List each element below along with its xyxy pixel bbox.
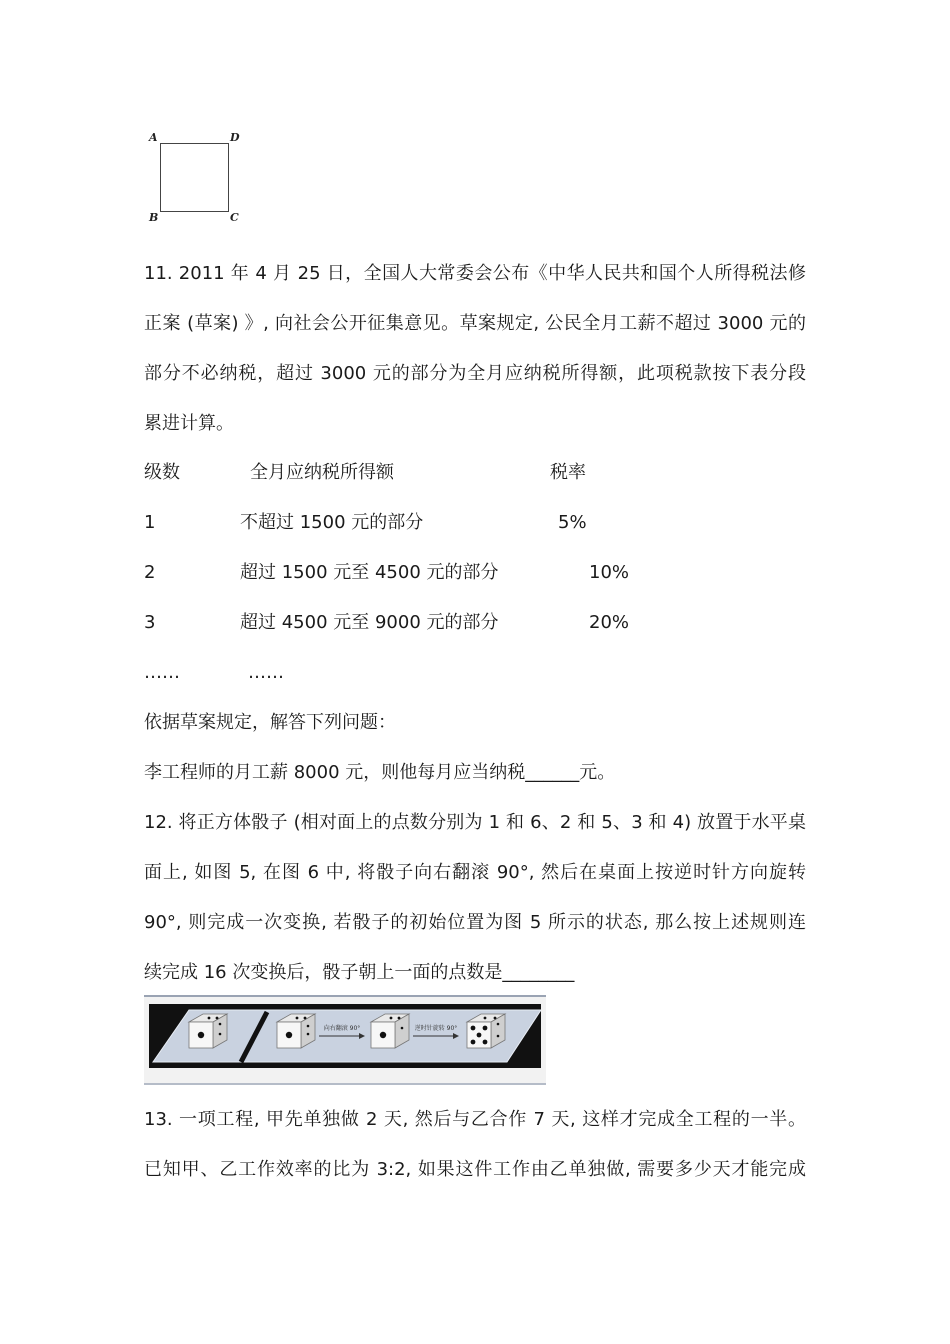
table-header-level: 级数 <box>144 462 180 483</box>
table-row-1-rate: 5% <box>558 512 587 533</box>
q12-line-4: 续完成 16 次变换后，骰子朝上一面的点数是________ <box>144 962 575 983</box>
table-header-income: 全月应纳税所得额 <box>250 462 394 483</box>
vertex-label-a: A <box>149 131 158 144</box>
table-row-3-rate: 20% <box>589 612 630 633</box>
q11-line-2: 正案 (草案) 》, 向社会公开征集意见。草案规定, 公民全月工薪不超过 3000 元的 <box>144 313 806 334</box>
table-row-ellipsis-range: …… <box>248 662 284 683</box>
q12-line-2: 面上, 如图 5, 在图 6 中, 将骰子向右翻滚 90°, 然后在桌面上按逆时针方向旋转 <box>144 862 806 883</box>
dice-figure-bottom-rule <box>144 1083 546 1085</box>
q12-line-1: 12. 将正方体骰子 (相对面上的点数分别为 1 和 6、2 和 5、3 和 4) 放置于水平桌 <box>144 812 806 833</box>
q13-line-1: 13. 一项工程, 甲先单独做 2 天, 然后与乙合作 7 天, 这样才完成全工程的一半。 <box>144 1109 806 1130</box>
table-row-3-range: 超过 4500 元至 9000 元的部分 <box>240 612 499 633</box>
table-row-ellipsis-level: …… <box>144 662 180 683</box>
q11-question: 李工程师的月工薪 8000 元，则他每月应当纳税______元。 <box>144 762 616 783</box>
square-abcd-figure <box>146 128 246 228</box>
die-1 <box>189 1014 227 1048</box>
q11-line-1: 11. 2011 年 4 月 25 日，全国人大常委会公布《中华人民共和国个人所得税法修 <box>144 263 806 284</box>
vertex-label-b: B <box>149 211 159 224</box>
table-row-2-level: 2 <box>144 562 156 583</box>
dice-figure <box>144 995 546 1085</box>
q11-line-4: 累进计算。 <box>144 413 234 434</box>
dice-figure-drawing <box>149 1004 541 1068</box>
vertex-label-d: D <box>230 131 240 144</box>
q12-line-3: 90°, 则完成一次变换, 若骰子的初始位置为图 5 所示的状态, 那么按上述规则连 <box>144 912 806 933</box>
die-2 <box>277 1014 315 1048</box>
table-row-1-range: 不超过 1500 元的部分 <box>240 512 424 533</box>
table-row-1-level: 1 <box>144 512 156 533</box>
arrow-label-roll: 向右翻滚 90° <box>323 1025 361 1032</box>
q11-instruction: 依据草案规定，解答下列问题： <box>144 712 396 733</box>
table-row-2-range: 超过 1500 元至 4500 元的部分 <box>240 562 499 583</box>
q11-line-3: 部分不必纳税，超过 3000 元的部分为全月应纳税所得额，此项税款按下表分段 <box>144 363 806 384</box>
dice-figure-top-rule <box>144 995 546 997</box>
table-header-rate: 税率 <box>550 462 586 483</box>
square-outline <box>160 143 229 212</box>
die-4 <box>467 1014 505 1048</box>
q13-line-2: 已知甲、乙工作效率的比为 3:2, 如果这件工作由乙单独做, 需要多少天才能完成 <box>144 1159 806 1180</box>
arrow-label-rotate: 逆时针旋转 90° <box>414 1025 458 1032</box>
table-row-2-rate: 10% <box>589 562 630 583</box>
die-3 <box>371 1014 409 1048</box>
table-row-3-level: 3 <box>144 612 156 633</box>
vertex-label-c: C <box>230 211 239 224</box>
